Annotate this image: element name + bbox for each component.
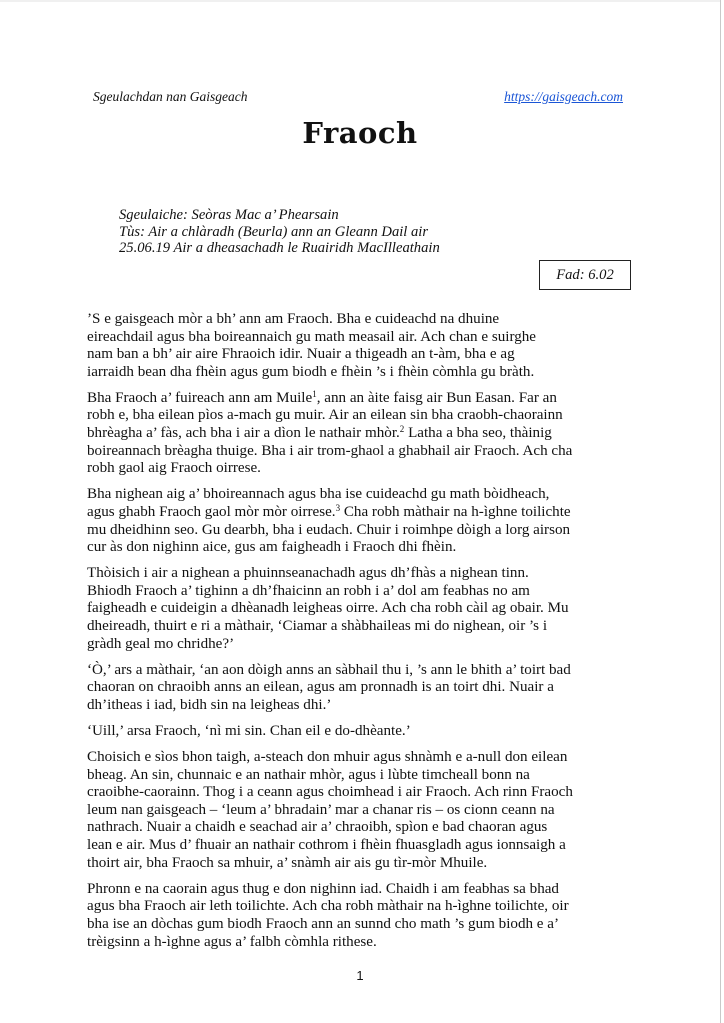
text-line: Choisich e sìos bhon taigh, a-steach don mhuir agus shnàmh e a-null don eilean (87, 749, 568, 766)
text-line: ’S e gaisgeach mòr a bh’ ann am Fraoch. Bha e cuideachd na dhuine (87, 311, 500, 327)
paragraph-6 (87, 723, 632, 741)
text-line: ‘Ò,’ ars a màthair, ‘an aon dòigh anns an sàbhail thu i, ’s ann le bhith a’ toirt bad (87, 661, 571, 678)
text-run: Latha a bha seo, thàinig (404, 425, 552, 442)
series-title: Sgeulachdan nan Gaisgeach (93, 89, 248, 104)
story-body (87, 311, 632, 960)
footnote-ref-1[interactable]: 1 (312, 388, 317, 399)
text-line: craoibhe-caorainn. Thog i a ceann agus choimhead i air Fraoch. Ach rinn Fraoch (87, 784, 573, 801)
text-line: dh’itheas i iad, bidh sin na leigheas dhi.’ (87, 696, 332, 713)
text-run: , ann an àite faisg air Bun Easan. Far an (316, 389, 557, 406)
text-line: chaoran on chraoibh anns an eilean, agus am pronnadh is an toirt dhi. Nuair a (87, 679, 554, 696)
text-line: bheag. An sin, chunnaic e an nathair mhòr, agus i lùbte timcheall bonn na (87, 766, 530, 783)
text-line: faigheadh e cuideigin a dhèanadh leigheas oirre. Ach cha robh càil ag obair. Mu (87, 600, 569, 617)
text-line: Thòisich i air a nighean a phuinnseanachadh agus dh’fhàs a nighean tinn. (87, 565, 529, 582)
text-line: robh e, bha eilean pìos a-mach gu muir. Air an eilean sin bha craobh-chaorainn (87, 407, 563, 424)
source-line: Tùs: Air a chlàradh (Beurla) ann an Gleann Dail air (119, 223, 429, 240)
text-line: robh gaol aig Fraoch oirrese. (87, 460, 261, 477)
paragraph-7 (87, 749, 632, 872)
storyteller-line: Sgeulaiche: Seòras Mac a’ Phearsain (119, 207, 339, 223)
paragraph-1 (87, 311, 632, 381)
text-line: Bha nighean aig a’ bhoireannach agus bha ise cuideachd gu math bòidheach, (87, 486, 550, 503)
text-line: mu dheidhinn seo. Gu dearbh, bha i eudach. Chuir i roimhpe dòigh a lorg airson (87, 521, 571, 538)
page-number: 1 (356, 968, 364, 983)
text-line: cur às don nighinn aice, gus am faigheadh i Fraoch dhi fhèin. (87, 539, 457, 556)
text-line: thoirt air, bha Fraoch sa mhuir, a’ snàmh air ais gu tìr-mòr Mhuile. (87, 854, 488, 871)
paragraph-2 (87, 390, 632, 478)
story-metadata (119, 207, 440, 257)
text-line: ‘Uill,’ arsa Fraoch, ‘nì mi sin. Chan eil e do-dhèante.’ (87, 722, 411, 739)
text-line: Phronn e na caorain agus thug e don nighinn iad. Chaidh i am feabhas sa bhad (87, 880, 559, 897)
text-line: lean e air. Mus d’ fhuair an nathair cothrom i fhèin fhuasgladh agus ionnsaigh a (87, 837, 566, 854)
text-line: nam ban a bh’ air aire Fhraoich idir. Nuair a thigeadh an t-àm, bha e ag (87, 346, 515, 363)
text-line: bha ise an dòchas gum biodh Fraoch ann an sunnd cho math ’s gum biodh e a’ (87, 915, 560, 932)
text-line: trèigsinn a h-ìghne agus a’ falbh còmhla rithese. (87, 933, 377, 950)
text-line: nathrach. Nuair a chaidh e seachad air a’ chraoibh, spìon e bad chaoran agus (87, 819, 548, 836)
paragraph-4 (87, 565, 632, 653)
text-run: Bha Fraoch a’ fuireach ann am Muile (87, 389, 313, 406)
text-line: eireachdail agus bha boireannaich gu math measail air. Ach chan e suirghe (87, 328, 537, 345)
footnote-ref-3[interactable]: 3 (335, 502, 341, 513)
text-line: gràdh geal mo chridhe?’ (87, 635, 235, 652)
paragraph-8 (87, 881, 632, 951)
paragraph-3 (87, 486, 632, 556)
viewer-top-edge (0, 0, 720, 2)
footnote-ref-2[interactable]: 2 (399, 424, 405, 435)
length-label: Fad: 6.02 (556, 266, 614, 283)
adapted-line: 25.06.19 Air a dheasachadh le Ruairidh MacIlleathain (119, 240, 440, 256)
paragraph-5 (87, 662, 632, 715)
length-box (539, 260, 631, 290)
text-line: iarraidh bean dha fhèin agus gum biodh e fhèin ’s i fhèin còmhla gu bràth. (87, 363, 535, 380)
story-title: Fraoch (302, 116, 418, 150)
text-line: agus bha Fraoch air leth toilichte. Ach cha robh màthair na h-ìghne toilichte, oir (87, 898, 569, 915)
text-line: boireannach brèagha thuige. Bha i air trom-ghaol a ghabhail air Fraoch. Ach cha (87, 442, 573, 459)
text-run: agus ghabh Fraoch gaol mòr mòr oirrese. (87, 503, 336, 520)
text-run: Cha robh màthair na h-ìghne toilichte (340, 503, 571, 520)
text-line: leum nan gaisgeach – ‘leum a’ bhradain’ mar a chanar ris – os cionn ceann na (87, 801, 555, 818)
text-line: dheireadh, thuirt e ri a màthair, ‘Ciamar a shàbhaileas mi do nighean, oir ’s i (87, 618, 548, 634)
website-link[interactable]: https://gaisgeach.com (504, 89, 623, 104)
text-run: bhrèagha a’ fàs, ach bha i air a dìon le nathair mhòr. (87, 425, 400, 442)
text-line: Bhiodh Fraoch a’ tighinn a dh’fhaicinn an robh i a’ dol am feabhas no am (87, 582, 530, 599)
